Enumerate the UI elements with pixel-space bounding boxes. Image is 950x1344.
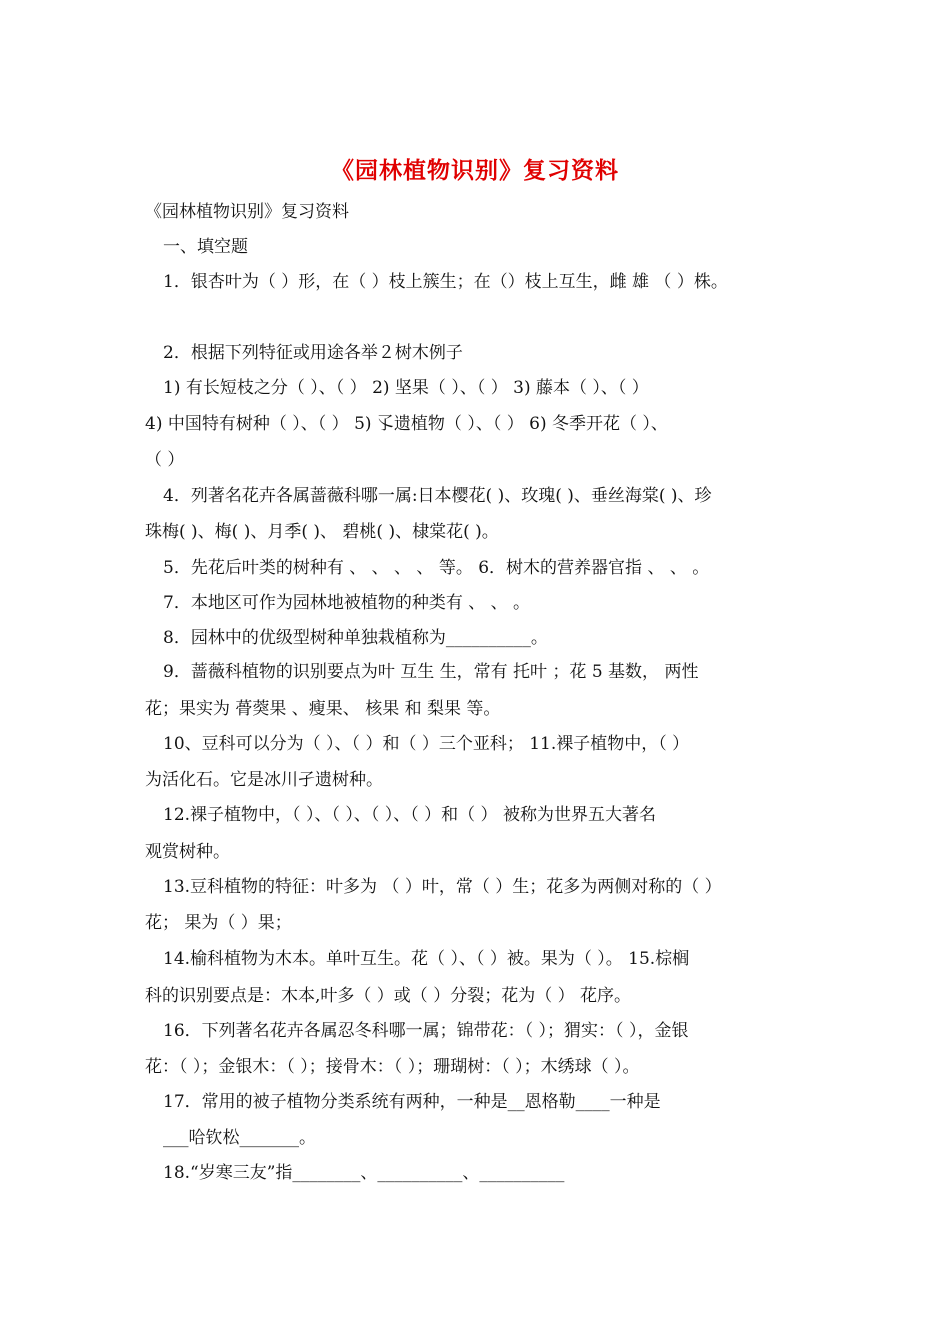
question-line: 观赏树种。 (145, 842, 230, 862)
section-heading: 一、填空题 (163, 237, 248, 257)
subtitle-line: 《园林植物识别》复习资料 (145, 202, 349, 222)
question-line: 1) 有长短枝之分（ ）、（ ） 2) 坚果（ ）、（ ） 3) 藤本（ ）、（ ） (163, 378, 649, 398)
question-line: 12.裸子植物中，（ ）、（ ）、（ ）、（ ）和（ ） 被称为世界五大著名 (163, 805, 656, 825)
question-line: 14.榆科植物为木本。单叶互生。花（ ）、（ ）被。果为（ ）。 15.棕榈 (163, 949, 690, 969)
question-line: 17．常用的被子植物分类系统有两种，一种是__恩格勒____一种是 (163, 1092, 661, 1112)
question-line: 花；果实为 蓇葖果 、瘦果、 核果 和 梨果 等。 (145, 699, 501, 719)
question-line: 珠梅( )、梅( )、月季( )、 碧桃( )、棣棠花( )。 (145, 522, 499, 542)
question-line: 科的识别要点是：木本,叶多（ ）或（ ）分裂；花为（ ） 花序。 (145, 986, 632, 1006)
question-line: 4．列著名花卉各属蔷薇科哪一属:日本樱花( )、玫瑰( )、垂丝海棠( )、珍 (163, 486, 712, 506)
question-line: 8．园林中的优级型树种单独栽植称为__________。 (163, 628, 548, 648)
document-title: 《园林植物识别》复习资料 (331, 157, 619, 184)
question-line: 7．本地区可作为园林地被植物的种类有 、 、 。 (163, 593, 531, 613)
question-line: 9．蔷薇科植物的识别要点为叶 互生 生，常有 托叶 ；花 5 基数， 两性 (163, 662, 699, 682)
question-line: 花； 果为（ ）果； (145, 913, 292, 933)
question-line: （ ） (145, 450, 185, 470)
question-line: 4) 中国特有树种（ ）、（ ） 5) 孓遗植物（ ）、（ ） 6) 冬季开花（ ）、 (145, 414, 668, 434)
question-line: 1．银杏叶为（ ）形，在（ ）枝上簇生；在（）枝上互生，雌 雄 （ ）株。 (163, 272, 728, 292)
question-line: 16．下列著名花卉各属忍冬科哪一属；锦带花：（ ）；猬实：（ ），金银 (163, 1021, 689, 1041)
question-line: 2．根据下列特征或用途各举２树木例子 (163, 343, 463, 363)
question-line: 花：（ ）；金银木：（ ）；接骨木：（ ）；珊瑚树：（ ）；木绣球（ ）。 (145, 1057, 640, 1077)
question-line: 为活化石。它是冰川孑遗树种。 (145, 770, 383, 790)
question-line: 13.豆科植物的特征：叶多为 （ ）叶，常（ ）生；花多为两侧对称的（ ） (163, 877, 722, 897)
question-line: 10、豆科可以分为（ ）、（ ）和（ ）三个亚科； 11.裸子植物中，（ ） (163, 734, 690, 754)
question-line: 18.“岁寒三友”指________、__________、__________ (163, 1163, 565, 1183)
question-line: 5．先花后叶类的树种有 、 、 、 、 等。 6．树木的营养器官指 、 、 。 (163, 558, 710, 578)
question-line: ___哈钦松_______。 (163, 1128, 316, 1148)
